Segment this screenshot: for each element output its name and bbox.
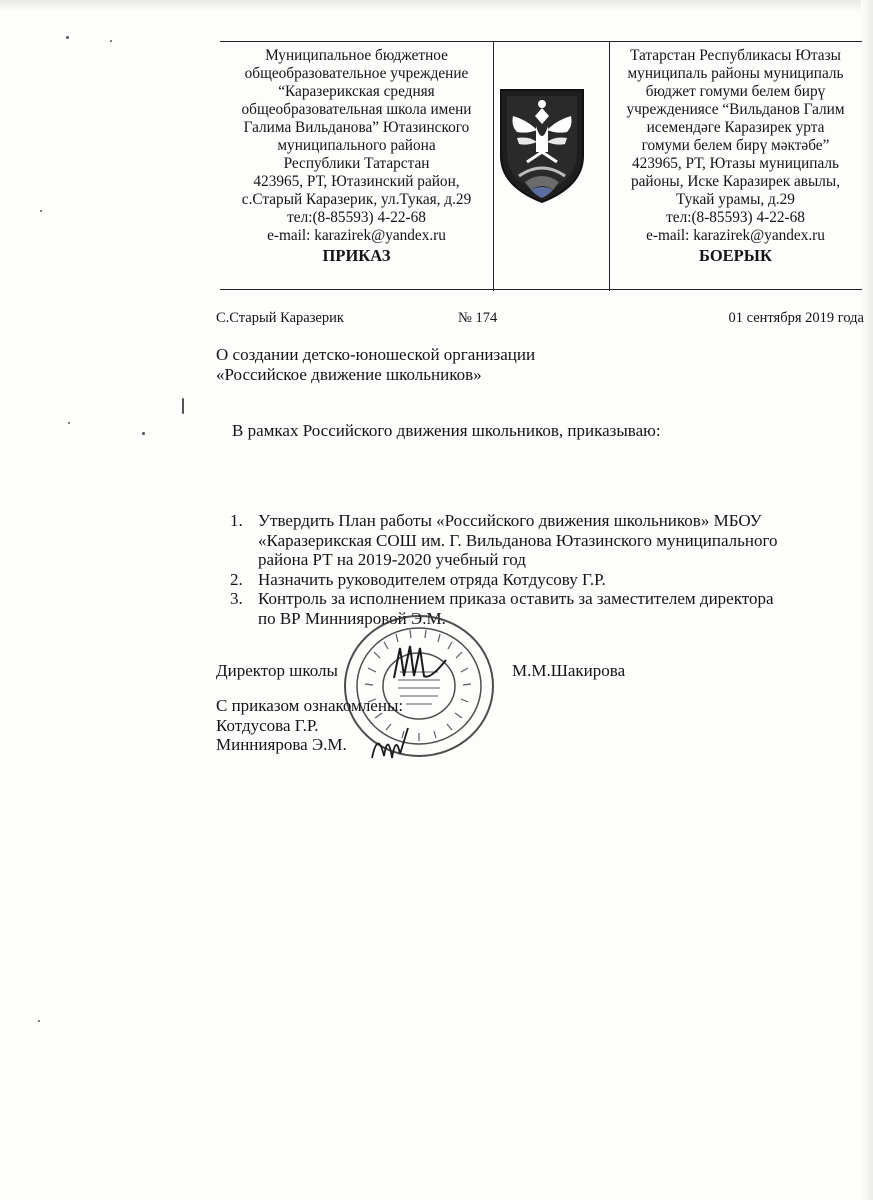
tt-line: тел:(8-85593) 4-22-68 [666,209,805,226]
scan-speck [38,1020,40,1022]
tt-line: 423965, РТ, Ютазы муниципаль [631,155,839,172]
acknowledgement-label: С приказом ознакомлены: [216,696,404,715]
director-signature-icon [390,640,450,690]
document-meta [216,309,864,327]
order-item [230,511,864,570]
ru-line: Муниципальное бюджетное [265,47,448,64]
district-emblem-icon [497,86,587,204]
tt-line: исемендәге Каразирек урта [646,119,825,136]
tt-line: гомуми белем бирү мәктәбе” [641,137,830,154]
ru-line: 423965, РТ, Ютазинский район, [253,173,460,190]
letterhead-top-rule [220,41,862,42]
document-place: С.Старый Каразерик [216,310,344,326]
order-preamble: В рамках Российского движения школьников, приказываю: [232,421,661,440]
director-title: Директор школы [216,661,338,680]
letterhead-russian-block [220,47,493,266]
scan-speck [142,432,145,435]
document-title-tt: БОЕРЫК [699,246,772,265]
ru-line: общеобразовательная школа имени [241,101,472,118]
subject-line: «Российское движение школьников» [216,365,482,384]
tt-line: Тукай урамы, д.29 [676,191,795,208]
tt-line: муниципаль районы муниципаль [627,65,844,82]
document-date: 01 сентября 2019 года [728,310,864,326]
letterhead-bottom-rule [220,289,862,290]
director-name: М.М.Шакирова [512,661,626,680]
document-number: № 174 [458,310,498,326]
acknowledged-person: Минниярова Э.М. [216,735,347,755]
ru-line: с.Старый Каразерик, ул.Тукая, д.29 [241,191,472,208]
acknowledged-person: Котдусова Г.Р. [216,715,319,735]
tt-line: Татарстан Республикасы Ютазы [630,47,841,64]
ru-line: Галима Вильданова” Ютазинского [243,119,470,136]
order-number: 2. [230,569,243,589]
ru-line: тел:(8-85593) 4-22-68 [287,209,426,226]
ru-line: муниципального района [277,137,436,154]
order-text: по ВР Миннияровой Э.М. [258,608,446,628]
order-text: Утвердить План работы «Российского движения школьников» МБОУ [258,511,762,530]
ru-line: “Каразерикская средняя [278,83,435,100]
ru-line: общеобразовательное учреждение [244,65,469,82]
order-text: Назначить руководителем отряда Котдусову Г.Р. [258,569,606,589]
subject-line: О создании детско-юношеской организации [216,345,536,364]
ru-line: e-mail: karazirek@yandex.ru [267,227,446,244]
order-subject [216,345,535,385]
order-number: 3. [230,589,243,609]
page-edge-shadow [0,0,873,12]
order-text: «Каразерикская СОШ им. Г. Вильданова Ютазинского муниципального [258,530,778,550]
order-text: района РТ на 2019-2020 учебный год [258,550,526,570]
scan-speck [66,36,69,39]
letterhead-divider-left [493,41,494,291]
tt-line: бюджет гомуми белем бирү [645,83,826,100]
scan-speck [182,398,184,414]
acknowledgement-signature-icon [368,724,414,768]
scan-speck [40,210,42,212]
order-list [230,511,864,629]
scan-speck [110,40,112,42]
order-number: 1. [230,511,243,530]
scan-speck [68,422,70,424]
letterhead-tatar-block [609,47,862,266]
tt-line: районы, Иске Каразирек авылы, [630,173,841,190]
ru-line: Республики Татарстан [283,155,430,172]
tt-line: e-mail: karazirek@yandex.ru [646,227,825,244]
order-item [230,570,864,590]
order-text: Контроль за исполнением приказа оставить за заместителем директора [258,589,774,609]
tt-line: учреждениясе “Вильданов Галим [626,101,845,118]
document-title-ru: ПРИКАЗ [322,246,391,265]
order-item [230,589,864,628]
